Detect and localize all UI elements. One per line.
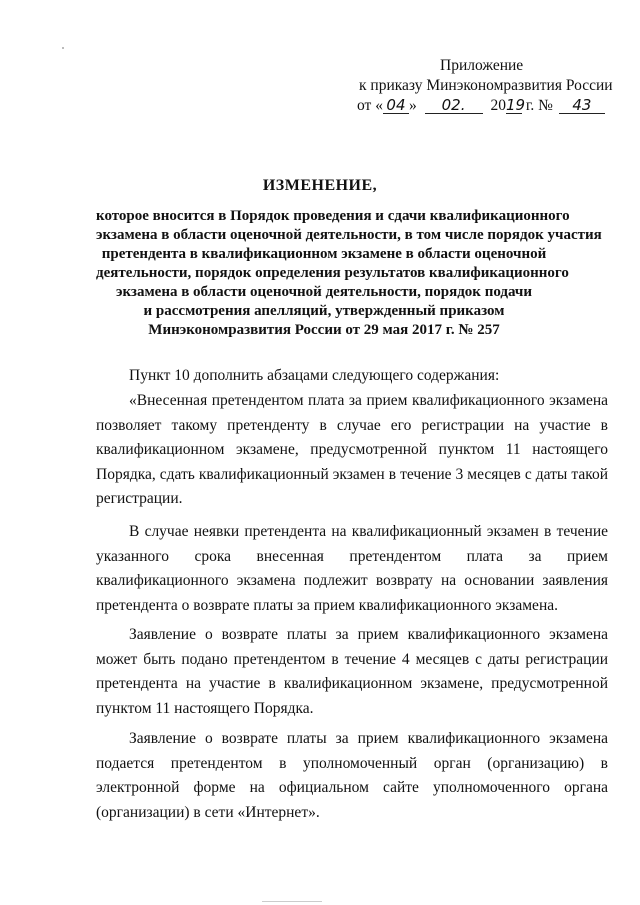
subtitle-line: претендента в квалификационном экзамене в области оценочной xyxy=(101,246,547,262)
subtitle-line: Минэкономразвития России от 29 мая 2017 г. № 257 xyxy=(148,322,500,338)
intro-paragraph: Пункт 10 дополнить абзацами следующего содержания: xyxy=(129,367,500,384)
date-prefix: от « xyxy=(357,97,383,114)
scan-speck xyxy=(62,47,64,49)
paragraph-2: В случае неявки претендента на квалификационный экзамен в течение указанного срока внесенная претендентом плата за прием квалификационного экзамена подлежит возврату на основании заявления претендента о возврате платы за прием квалификационного экзамена. xyxy=(96,523,608,614)
subtitle-line: которое вносится в Порядок проведения и сдачи квалификационного xyxy=(96,208,570,224)
paragraph-1: «Внесенная претендентом плата за прием квалификационного экзамена позволяет такому претенденту в случае его регистрации на участие в квалификационном экзамене, предусмотренной пунктом 11 настоящего Порядка, сдать квалификационный экзамен в течение 3 месяцев с даты такой регистрации. xyxy=(96,392,608,507)
year-prefix: 20 xyxy=(490,97,506,114)
paragraph-4: Заявление о возврате платы за прием квалификационного экзамена подается претендентом в уполномоченный орган (организацию) в электронной форме на официальном сайте уполномоченного органа (организации) в сети «Интернет». xyxy=(96,730,608,821)
order-reference: к приказу Минэкономразвития России xyxy=(359,77,613,94)
order-date-line xyxy=(357,96,605,116)
order-year-suffix: 19 xyxy=(505,96,526,114)
scan-edge-mark xyxy=(262,901,322,902)
document-title: ИЗМЕНЕНИЕ, xyxy=(262,177,378,194)
subtitle-line: деятельности, порядок определения результатов квалификационного xyxy=(96,265,569,281)
order-month: 02. xyxy=(425,97,483,114)
year-unit: г. № xyxy=(521,97,553,114)
appendix-label: Приложение xyxy=(440,57,524,74)
subtitle-line: экзамена в области оценочной деятельности, в том числе порядок участия xyxy=(96,227,602,243)
subtitle-line: и рассмотрения апелляций, утвержденный приказом xyxy=(143,303,505,319)
document-subtitle xyxy=(96,207,602,340)
order-day: 04 xyxy=(383,97,409,114)
date-quote-close: » xyxy=(408,97,417,114)
order-number: 43 xyxy=(559,97,605,114)
subtitle-line: экзамена в области оценочной деятельности, порядок подачи xyxy=(115,284,532,300)
paragraph-3: Заявление о возврате платы за прием квалификационного экзамена может быть подано претендентом в течение 4 месяцев с даты регистрации претендента на участие в квалификационном экзамене, предусмотренной пунктом 11 настоящего Порядка. xyxy=(96,626,608,717)
